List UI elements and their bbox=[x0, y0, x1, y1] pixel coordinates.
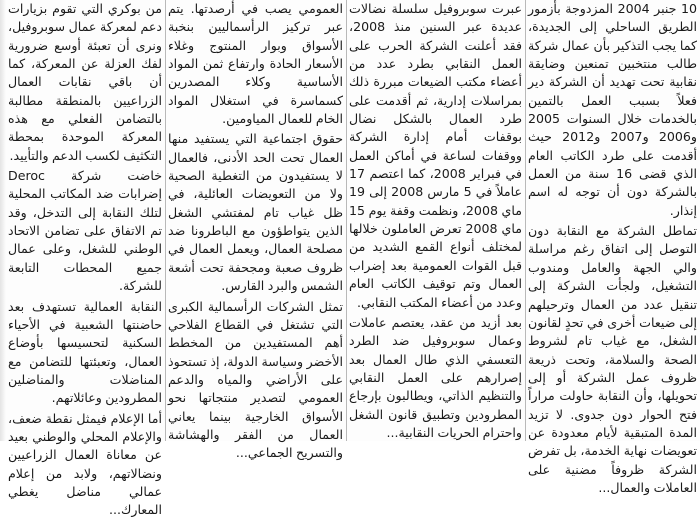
paragraph: عبرت سوبروفيل سلسلة نضالات عديدة عبر السنين منذ 2008، فقد أعلنت الشركة الحرب على العمل النقابي بطرد عدد من أعضاء مكتب الضيعات مبررة ذلك بمراسلات إدارية، ثم أقدمت على طرد العمال بالشكل نضال بوقفات أمام إدارة الشركة ووقفات لساعة في أماكن العمل في فبراير 2008، كما اعتصم 17 عاملاً في 5 مارس 2008 إلى 19 ماي 2008، ونظمت وقفة يوم 15 ماي 2008 تعرض العاملون خلالها لمختلف أنواع القمع الشديد من قبل القوات العمومية بعد إضراب العمال وتم توقيف الكاتب العام وعدد من أعضاء المكتب النقابي. bbox=[349, 1, 523, 310]
article-column-2 bbox=[346, 0, 525, 441]
paragraph: خاضت شركة Deroc إضرابات ضد المكاتب المحلية لتلك النقابة إلى التدخل، وقد تم الاتفاق على تضامن الاتحاد الوطني للشغل، وعلى عمال جميع المحطات التابعة للشركة. bbox=[8, 168, 162, 294]
paragraph: العمومي يصب في أرصدتها. يتم عبر تركيز الرأسماليين بنخبة الأسواق وبوار المنتوج وغلاء الأسعار الحادة وارتفاع ثمن المواد الأساسية وكلاء المصدرين كسماسرة في استغلال المواد الخام للعمال المياومين. bbox=[168, 1, 343, 127]
article-column-4 bbox=[0, 0, 165, 518]
paragraph: حقوق اجتماعية التي يستفيد منها العمال تحت الحد الأدنى، فالعمال لا يستفيدون من التغطية الصحية ولا من التعويضات العائلية، في ظل غياب تام لمفتشي الشغل الذين يتواطؤون مع الباطرونا ضد مصلحة العمال، ويعمل العمال في ظروف صعبة ومجحفة تحت أشعة الشمس والبرد القارس. bbox=[168, 131, 343, 294]
column-divider bbox=[165, 0, 166, 441]
paragraph: بعد أزيد من عقد، يعتصم عاملات وعمال سوبروفيل ضد الطرد التعسفي الذي طال العمال بعد إصرارهم على العمل النقابي والتنظيم الذاتي، ويطالبون بإرجاع المطرودين وتطبيق قانون الشغل واحترام الحريات النقابية... bbox=[349, 314, 522, 440]
page-edge-shadow bbox=[0, 0, 6, 441]
paragraph: 10 جنبر 2004 المزدوجة بأزمور الطريق الساحلي إلى الجديدة، كما يجب التذكير بأن عمال شركة طالب منتخبين تمنعين وضايقة نقابية تحت تهديد أن الشركة دير فعلاً بسبب العمل بالتمين بالخدمات خلال السنوات 2005 و2006 و2007 و2012 حيث أقدمت على طرد الكاتب العام الذي قضى 16 سنة من العمل بالشركة دون أن توجه له اسم إنذار. bbox=[528, 1, 698, 218]
article-column-3 bbox=[165, 0, 346, 461]
article-column-1 bbox=[525, 0, 700, 495]
column-divider bbox=[525, 0, 526, 441]
paragraph: أما الإعلام فيمثل نقطة ضعف، والإعلام المحلي والوطني بعيد عن معاناة العمال الزراعيين ونضالاتهم، ولابد من إعلام عمالي مناضل يغطي المعارك... bbox=[8, 410, 162, 518]
column-divider bbox=[346, 0, 347, 441]
paragraph: من بوكري التي تقوم بزيارات دعم لمعركة عمال سوبروفيل، ونرى أن تعبئة أوسع ضرورية لفك العزلة عن المعركة، كما أن باقي نقابات العمال الزراعيين بالمنطقة مطالبة بالتضامن الفعلي مع هذه المعركة الموحدة بمحطة التكثيف لكسب الدعم والتأييد. bbox=[8, 1, 162, 163]
paragraph: تماطل الشركة مع النقابة دون التوصل إلى اتفاق رغم مراسلة والي الجهة والعامل ومندوب التشغيل، ولجأت الشركة إلى تنقيل عدد من العمال وترحيلهم إلى ضيعات أخرى في تحدٍ لقانون الشغل، مع غياب تام لشروط الصحة والسلامة، وتحت ذريعة ظروف عمل الشركة أو إلى تحويلها، وأن النقابة حاولت مراراً فتح الحوار دون جدوى. لا تزيد المدة المتبقية لأيام معدودة عن تعويضات نهاية الخدمة، بل تفرض الشركة ظروفاً مضنية على العاملات والعمال... bbox=[528, 223, 697, 495]
paragraph: النقابة العمالية تستهدف بعد حاضنتها الشعبية في الأحياء السكنية لتحسيسها بأوضاع العمال، وتعبئتها للتضامن مع المناضلات والمناضلين المطرودين وعائلاتهم. bbox=[8, 298, 162, 406]
paragraph: تمثل الشركات الرأسمالية الكبرى التي تشتغل في القطاع الفلاحي أهم المستفيدين من المخطط الأخضر وسياسة الدولة، إذ تستحوذ على الأراضي والمياه والدعم العمومي لتصدير منتجاتها نحو الأسواق الخارجية بينما يعاني العمال من الفقر والهشاشة والتسريح الجماعي... bbox=[168, 298, 343, 461]
